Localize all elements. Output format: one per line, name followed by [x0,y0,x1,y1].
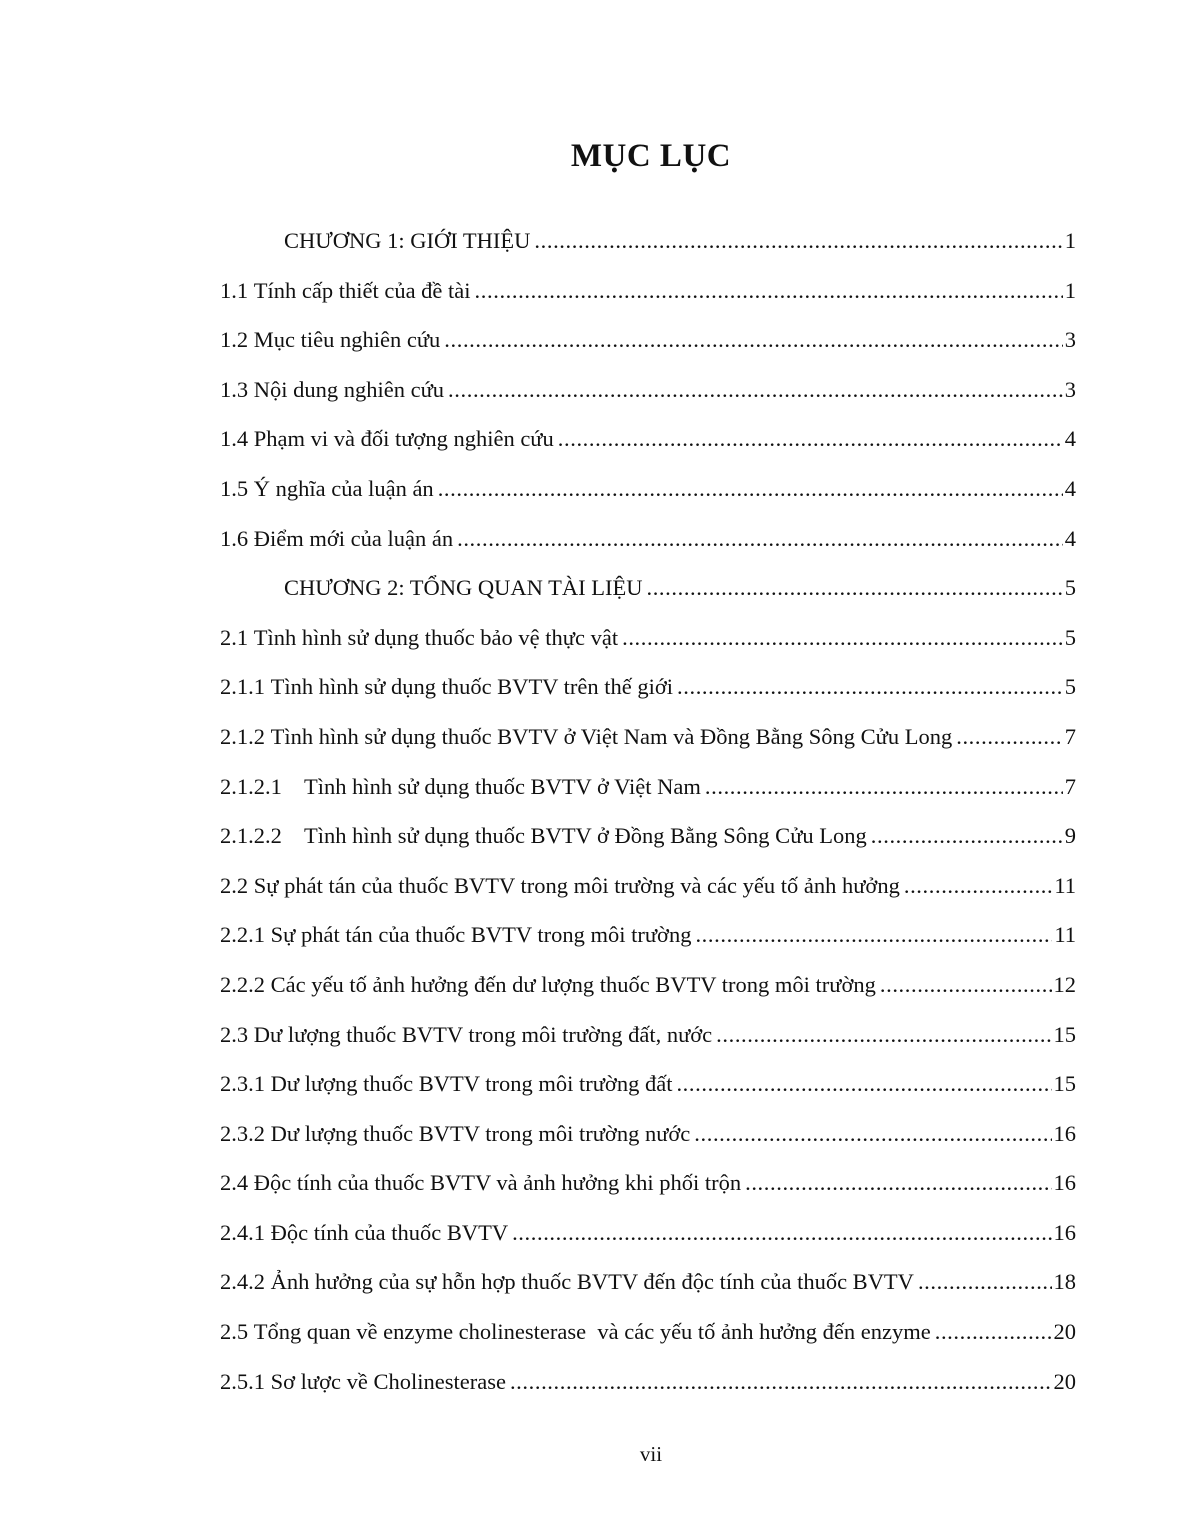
toc-entry-number: 1.6 [220,525,249,551]
toc-entry-label: Tình hình sử dụng thuốc bảo vệ thực vật [253,624,619,650]
toc-dot-leader [935,1307,1052,1357]
toc-dot-leader [904,861,1052,911]
toc-entry[interactable] [220,1010,1076,1060]
toc-entry-number: 2.2 [220,872,249,898]
toc-dot-leader [534,216,1062,266]
table-of-contents [220,216,1076,1406]
toc-entry-number: 2.4 [220,1170,249,1196]
toc-dot-leader [695,910,1052,960]
toc-chapter-entry[interactable] [220,563,1076,613]
toc-entry[interactable] [220,464,1076,514]
toc-entry-number: 2.2.1 [220,922,265,948]
toc-entry[interactable] [220,762,1076,812]
toc-entry-label: Độc tính của thuốc BVTV [270,1219,509,1245]
toc-entry[interactable] [220,613,1076,663]
toc-entry-page: 5 [1064,674,1076,700]
toc-entry-label: CHƯƠNG 1: GIỚI THIỆU [284,228,531,253]
toc-dot-leader [558,414,1063,464]
toc-dot-leader [457,514,1063,564]
toc-dot-leader [676,1059,1051,1109]
toc-entry[interactable] [220,811,1076,861]
toc-entry-page: 1 [1064,228,1076,253]
toc-entry-page: 11 [1054,922,1076,948]
toc-entry-label: Tính cấp thiết của đề tài [253,277,471,303]
toc-entry-number: 2.1.1 [220,674,265,700]
toc-entry-number: 1.3 [220,376,249,402]
toc-entry-page: 3 [1064,376,1076,402]
toc-entry[interactable] [220,662,1076,712]
toc-dot-leader [444,315,1062,365]
toc-entry-label: Ý nghĩa của luận án [253,475,434,501]
toc-entry-page: 16 [1053,1219,1076,1245]
toc-entry-page: 3 [1064,327,1076,353]
toc-entry-label: Tình hình sử dụng thuốc BVTV ở Việt Nam [304,773,701,799]
toc-entry-number: 2.5 [220,1319,249,1345]
toc-entry-page: 20 [1053,1368,1076,1394]
toc-entry-number: 2.1.2.2 [220,823,282,849]
toc-entry-page: 4 [1064,475,1076,501]
toc-entry-page: 7 [1064,773,1076,799]
toc-entry-label: Dư lượng thuốc BVTV trong môi trường đất, nước [253,1021,713,1047]
toc-dot-leader [918,1257,1052,1307]
toc-dot-leader [694,1109,1051,1159]
toc-dot-leader [438,464,1063,514]
toc-entry-number: 2.3 [220,1021,249,1047]
toc-entry[interactable] [220,1357,1076,1407]
toc-entry-label: Sơ lược về Cholinesterase [270,1368,506,1394]
toc-entry-number: 2.1.2 [220,723,265,749]
toc-dot-leader [677,662,1063,712]
toc-entry[interactable] [220,1059,1076,1109]
toc-entry[interactable] [220,1109,1076,1159]
toc-entry[interactable] [220,910,1076,960]
toc-entry-label: Sự phát tán của thuốc BVTV trong môi trường và các yếu tố ảnh hưởng [253,872,900,898]
toc-entry[interactable] [220,712,1076,762]
toc-dot-leader [512,1208,1051,1258]
toc-entry-page: 7 [1064,723,1076,749]
toc-entry-page: 5 [1064,575,1076,601]
toc-entry-page: 18 [1053,1269,1076,1295]
toc-entry-number: 2.2.2 [220,971,265,997]
toc-entry-label: CHƯƠNG 2: TỔNG QUAN TÀI LIỆU [284,575,643,601]
toc-entry-page: 16 [1053,1170,1076,1196]
toc-dot-leader [448,365,1063,415]
page-title: MỤC LỤC [570,138,732,174]
toc-entry-number: 1.4 [220,426,249,452]
toc-entry[interactable] [220,1208,1076,1258]
toc-dot-leader [716,1010,1051,1060]
toc-entry-page: 11 [1054,872,1076,898]
toc-entry-page: 20 [1053,1319,1076,1345]
toc-dot-leader [646,563,1062,613]
toc-entry-page: 12 [1053,971,1076,997]
toc-entry[interactable] [220,960,1076,1010]
toc-entry[interactable] [220,315,1076,365]
toc-entry-number: 2.1 [220,624,249,650]
page-number-footer: vii [639,1442,663,1466]
toc-entry-number: 2.4.2 [220,1269,265,1295]
toc-entry[interactable] [220,1158,1076,1208]
toc-entry-number: 2.3.2 [220,1120,265,1146]
toc-entry-page: 4 [1064,426,1076,452]
toc-entry[interactable] [220,365,1076,415]
toc-entry-page: 16 [1053,1120,1076,1146]
toc-dot-leader [622,613,1063,663]
toc-entry[interactable] [220,1257,1076,1307]
toc-entry-number: 1.1 [220,277,249,303]
toc-entry-number: 2.3.1 [220,1071,265,1097]
toc-dot-leader [510,1357,1052,1407]
toc-entry-page: 15 [1053,1021,1076,1047]
toc-entry-label: Dư lượng thuốc BVTV trong môi trường nước [270,1120,691,1146]
toc-entry-label: Tình hình sử dụng thuốc BVTV ở Đồng Bằng Sông Cửu Long [304,823,867,849]
toc-entry[interactable] [220,266,1076,316]
toc-entry-label: Mục tiêu nghiên cứu [253,327,441,353]
toc-dot-leader [475,266,1063,316]
toc-chapter-entry[interactable] [220,216,1076,266]
toc-entry-label: Tổng quan về enzyme cholinesterase và các yếu tố ảnh hưởng đến enzyme [253,1319,931,1345]
toc-entry-page: 1 [1064,277,1076,303]
toc-entry-number: 1.5 [220,475,249,501]
toc-dot-leader [745,1158,1051,1208]
toc-dot-leader [880,960,1052,1010]
toc-entry-label: Nội dung nghiên cứu [253,376,445,402]
toc-entry-page: 15 [1053,1071,1076,1097]
toc-dot-leader [871,811,1063,861]
toc-entry-label: Điểm mới của luận án [253,525,454,551]
toc-entry-label: Ảnh hưởng của sự hỗn hợp thuốc BVTV đến độc tính của thuốc BVTV [270,1269,914,1295]
toc-entry-number: 2.5.1 [220,1368,265,1394]
toc-entry-label: Tình hình sử dụng thuốc BVTV trên thế giới [270,674,674,700]
toc-entry[interactable] [220,514,1076,564]
toc-entry-label: Sự phát tán của thuốc BVTV trong môi trường [270,922,692,948]
toc-entry-number: 2.1.2.1 [220,773,282,799]
toc-entry-label: Phạm vi và đối tượng nghiên cứu [253,426,554,452]
toc-entry-label: Các yếu tố ảnh hưởng đến dư lượng thuốc BVTV trong môi trường [270,971,876,997]
toc-entry-page: 4 [1064,525,1076,551]
toc-entry[interactable] [220,414,1076,464]
toc-entry[interactable] [220,861,1076,911]
toc-dot-leader [705,762,1063,812]
toc-entry-label: Dư lượng thuốc BVTV trong môi trường đất [270,1071,673,1097]
toc-entry-page: 9 [1064,823,1076,849]
toc-entry-label: Độc tính của thuốc BVTV và ảnh hưởng khi phối trộn [253,1170,742,1196]
toc-entry-page: 5 [1064,624,1076,650]
toc-dot-leader [956,712,1063,762]
toc-entry-number: 1.2 [220,327,249,353]
toc-entry-label: Tình hình sử dụng thuốc BVTV ở Việt Nam và Đồng Bằng Sông Cửu Long [270,723,953,749]
toc-entry[interactable] [220,1307,1076,1357]
toc-entry-number: 2.4.1 [220,1219,265,1245]
